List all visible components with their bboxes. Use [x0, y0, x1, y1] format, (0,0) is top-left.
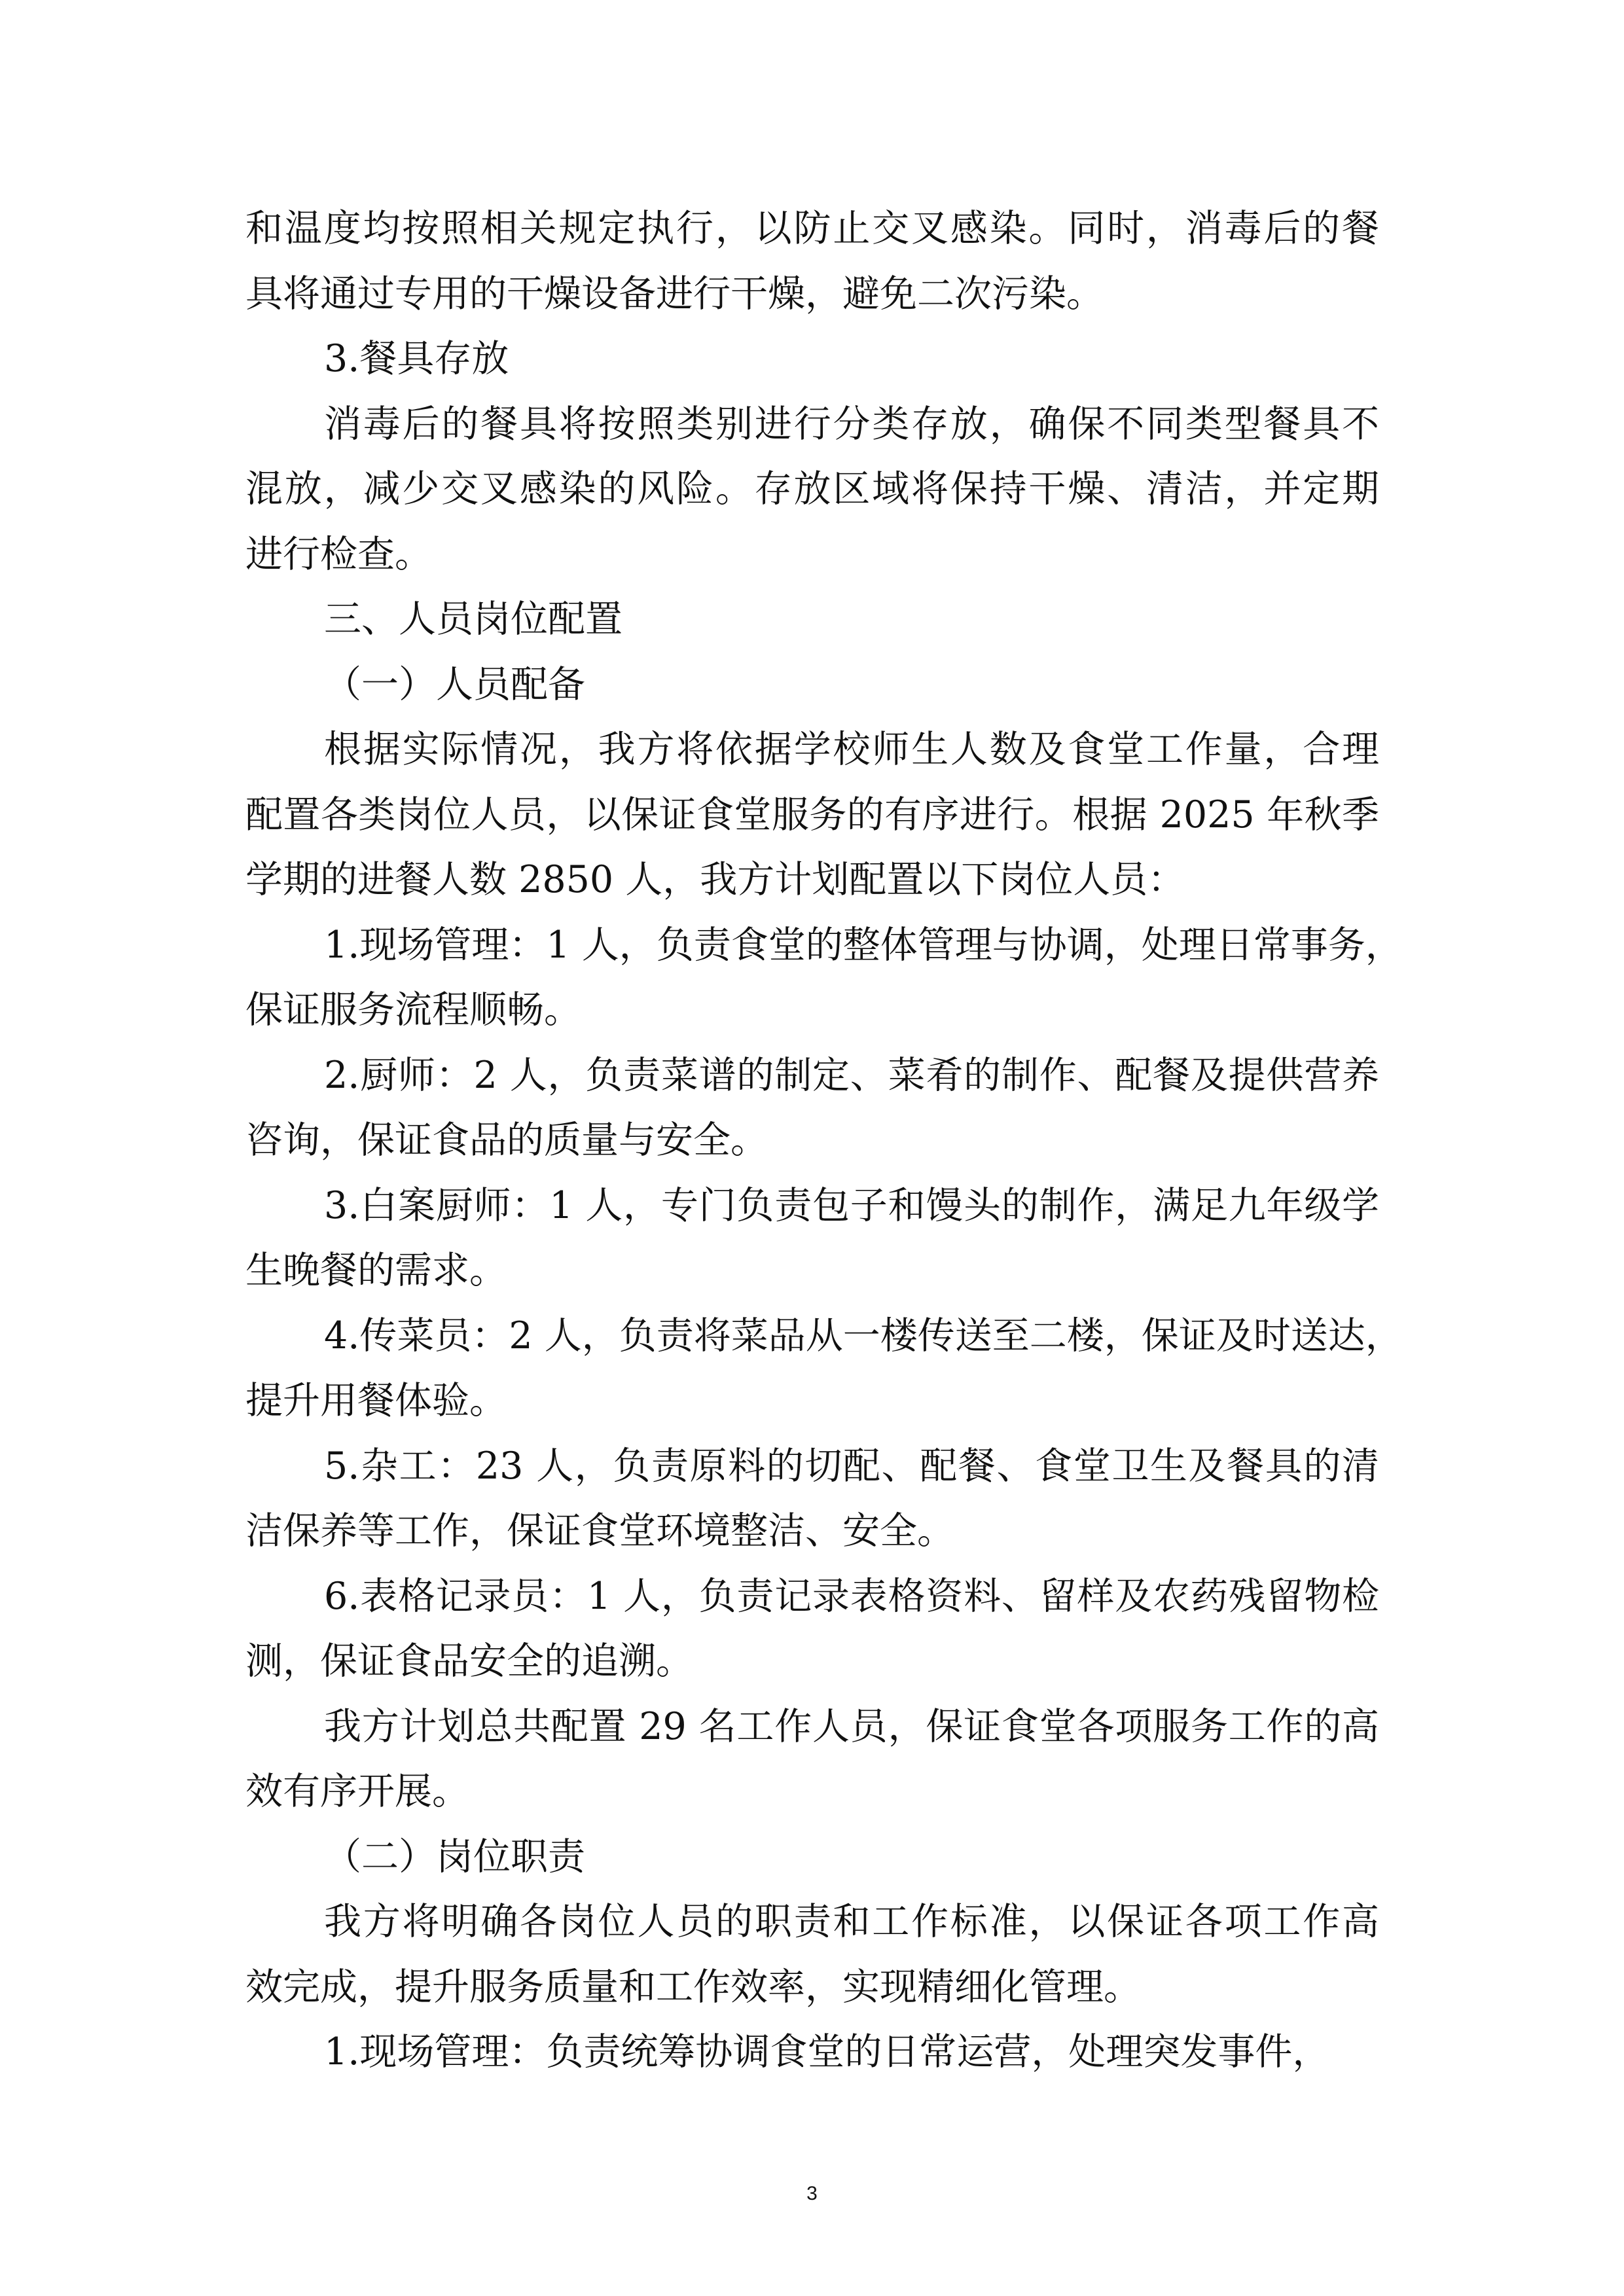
text-line: 消毒后的餐具将按照类别进行分类存放，确保不同类型餐具不: [324, 402, 1379, 446]
text-line: 效有序开展。: [245, 1770, 469, 1813]
text-line: 效完成，提升服务质量和工作效率，实现精细化管理。: [245, 1965, 1141, 2009]
text-line: 提升用餐体验。: [245, 1379, 507, 1422]
page-number: 3: [806, 2183, 818, 2204]
text-line: 配置各类岗位人员，以保证食堂服务的有序进行。根据 2025 年秋季: [245, 793, 1379, 836]
text-line: （一）人员配备: [324, 662, 585, 706]
paragraph: [245, 1174, 1379, 1304]
paragraph: [245, 587, 1379, 653]
paragraph: [245, 1043, 1379, 1174]
paragraph: [245, 196, 1379, 327]
paragraph: [245, 913, 1403, 1043]
text-line: （二）岗位职责: [324, 1835, 585, 1878]
paragraph: [245, 392, 1379, 588]
paragraph: [245, 1434, 1379, 1564]
text-line: 3.餐具存放: [324, 337, 509, 380]
text-line: 5.杂工：23 人，负责原料的切配、配餐、食堂卫生及餐具的清: [324, 1444, 1379, 1488]
paragraph: [245, 1564, 1379, 1695]
paragraph: [245, 2020, 1379, 2085]
text-line: 2.厨师：2 人，负责菜谱的制定、菜肴的制作、配餐及提供营养: [324, 1053, 1379, 1097]
text-line: 6.表格记录员：1 人，负责记录表格资料、留样及农药残留物检: [324, 1574, 1379, 1618]
text-line: 三、人员岗位配置: [324, 598, 623, 641]
paragraph: [245, 327, 1379, 392]
text-line: 咨询，保证食品的质量与安全。: [245, 1119, 768, 1162]
paragraph: [245, 1825, 1379, 1890]
text-line: 和温度均按照相关规定执行，以防止交叉感染。同时，消毒后的餐: [245, 207, 1379, 250]
paragraph: [245, 717, 1379, 913]
document-body: [245, 196, 1403, 2085]
text-line: 混放，减少交叉感染的风险。存放区域将保持干燥、清洁，并定期: [245, 467, 1379, 511]
paragraph: [245, 1890, 1379, 2020]
text-line: 1.现场管理：负责统筹协调食堂的日常运营，处理突发事件，: [324, 2030, 1330, 2073]
text-line: 我方计划总共配置 29 名工作人员，保证食堂各项服务工作的高: [324, 1704, 1379, 1748]
text-line: 1.现场管理：1 人，负责食堂的整体管理与协调，处理日常事务，: [324, 923, 1403, 967]
paragraph: [245, 1304, 1403, 1434]
text-line: 我方将明确各岗位人员的职责和工作标准，以保证各项工作高: [324, 1900, 1379, 1943]
text-line: 生晚餐的需求。: [245, 1249, 507, 1292]
text-line: 进行检查。: [245, 532, 432, 576]
paragraph: [245, 653, 1379, 718]
paragraph: [245, 1695, 1379, 1825]
text-line: 4.传菜员：2 人，负责将菜品从一楼传送至二楼，保证及时送达，: [324, 1314, 1403, 1357]
text-line: 具将通过专用的干燥设备进行干燥，避免二次污染。: [245, 272, 1104, 315]
text-line: 保证服务流程顺畅。: [245, 988, 581, 1031]
text-line: 洁保养等工作，保证食堂环境整洁、安全。: [245, 1509, 954, 1552]
text-line: 3.白案厨师：1 人，专门负责包子和馒头的制作，满足九年级学: [324, 1183, 1379, 1227]
text-line: 测，保证食品安全的追溯。: [245, 1640, 693, 1683]
text-line: 根据实际情况，我方将依据学校师生人数及食堂工作量，合理: [324, 728, 1379, 771]
text-line: 学期的进餐人数 2850 人，我方计划配置以下岗位人员：: [245, 858, 1185, 901]
